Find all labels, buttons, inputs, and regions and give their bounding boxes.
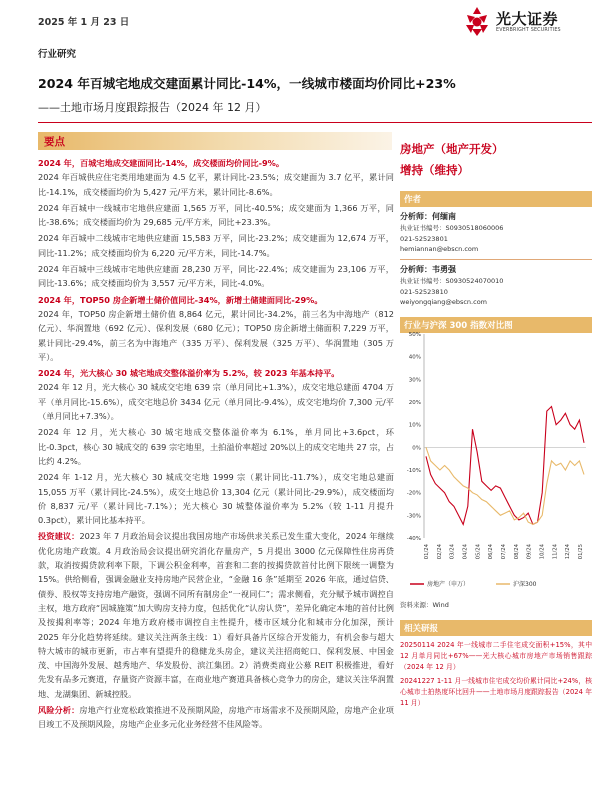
related-header	[400, 620, 592, 636]
x-tick-label: 01/24	[424, 544, 430, 560]
logo-subtitle: EVERBRIGHT SECURITIES	[496, 28, 561, 33]
legend-label: 房地产（申万）	[427, 581, 470, 589]
x-tick-label: 06/24	[488, 544, 495, 560]
index-comparison-chart	[400, 326, 592, 596]
y-tick-label: 0%	[412, 445, 421, 452]
y-tick-label: 50%	[408, 332, 421, 338]
x-tick-label: 09/24	[526, 544, 533, 560]
paragraph-3: 2024 年百城中二线城市宅地供应建面 15,583 万平，同比-23.2%；成交建面为 12,674 万平，同比-11.2%；成交楼面均价为 6,220 元/平方米，同比-14.7%。	[38, 233, 394, 258]
report-subtitle: ——土地市场月度跟踪报告（2024 年 12 月）	[38, 101, 267, 114]
report-title: 2024 年百城宅地成交建面累计同比-14%，一线城市楼面均价同比+23%	[38, 76, 456, 91]
y-tick-label: -10%	[406, 468, 421, 474]
industry-label: 房地产（地产开发）	[400, 142, 504, 156]
y-tick-label: 10%	[408, 422, 421, 429]
paragraph-7: 2024 年 12 月，光大核心 30 城宅地成交整体溢价率为 6.1%，单月同比+3.6pct，环比-0.3pct，核心 30 城成交的 639 宗宅地里，土拍溢价率超过 20%以上的成交宅地共 27 宗，占比约 4.2%。	[38, 427, 394, 466]
main-body	[38, 156, 394, 732]
y-tick-label: 30%	[408, 377, 421, 384]
rating-label: 增持（维持）	[400, 163, 469, 177]
chart-source: 资料来源：Wind	[400, 601, 449, 609]
series-line-0	[426, 407, 584, 525]
section-label: 行业研究	[38, 49, 77, 60]
x-tick-label: 04/24	[462, 544, 469, 560]
y-tick-label: 40%	[408, 354, 421, 361]
highlight-2: 2024 年，TOP50 房企新增土储价值同比-34%，新增土储建面同比-29%。	[38, 294, 323, 305]
analyst-cert: 执业证书编号：S0930524070010	[400, 277, 504, 285]
y-tick-label: 20%	[408, 400, 421, 406]
authors-label: 作者	[404, 195, 422, 205]
x-tick-label: 01/25	[578, 544, 584, 560]
y-tick-label: -40%	[406, 536, 421, 542]
logo-name: 光大证券	[496, 10, 559, 28]
highlight-1: 2024 年，百城宅地成交建面同比-14%，成交楼面均价同比-9%。	[38, 158, 285, 168]
analyst-1	[400, 210, 592, 260]
key-points-label: 要点	[44, 136, 65, 148]
x-tick-label: 05/24	[475, 544, 482, 560]
x-tick-label: 02/24	[436, 544, 443, 560]
sun-logo-icon	[463, 5, 491, 39]
investment-text: 2023 年 7 月政治局会议提出我国房地产市场供求关系已发生重大变化，2024 年继续优化房地产政策。4 月政治局会议提出研究消化存量房产，5 月提出 3000 亿元保障性住房再贷款，取消按揭贷款利率下限，下调公积金利率，首套和二套的按揭贷款首付比例下限统一调整为 15%。供给侧看，强调金融业支持房地产民营企业，“金融 16 条”延期至 2026 年底，通过信贷、债券、股权等支持房地产融资，强调不同所有制房企“一视同仁”；需求侧看，充分赋予城市调控自主权，地方政府“因城施策”加大购房支持力度，包括优化“认房认贷”，差异化确定本地的首付比例及按揭利率等；2024 年地方政府楼市调控自主性提升，楼市区域分化和城市分化加深，预计 2025 年分化趋势将延续。建议关注两条主线：1）看好具备片区综合开发能力，有机会参与超大特大城市的城市更新，市占率有望提升的稳健龙头房企，建议关注招商蛇口、保利发展、中国金茂、中国海外发展、越秀地产、华发股份、滨江集团。2）消费类商业公募 REIT 积极推进，看好先发有品多元赛道，存量资产资源丰富，在商业地产赛道具备核心竞争力的房企，建议关注华润置地、龙湖集团、新城控股。	[38, 531, 394, 699]
brand-logo	[463, 5, 583, 41]
analyst-email[interactable]: weiyongqiang@ebscn.com	[400, 298, 488, 306]
x-tick-label: 12/24	[565, 544, 572, 560]
analyst-email[interactable]: hemiannan@ebscn.com	[400, 245, 479, 253]
x-tick-label: 07/24	[501, 544, 507, 560]
risk-analysis	[38, 703, 394, 732]
analyst-phone: 021-52523801	[400, 234, 448, 243]
chart-header-label: 行业与沪深 300 指数对比图	[404, 321, 513, 331]
related-report-item[interactable]: 20241227 1-11 月一线城市住宅成交均价累计同比+24%，核心城市土拍热度环比回升——土地市场月度跟踪报告（2024 年 11 月）	[400, 677, 592, 708]
y-tick-label: -30%	[406, 513, 421, 520]
analyst-name: 分析师：韦勇强	[400, 265, 456, 274]
legend-label: 沪深300	[513, 581, 537, 589]
paragraph-6: 2024 年 12 月，光大核心 30 城成交宅地 639 宗（单月同比+1.3%），成交宅地总建面 4704 万平（单月同比-15.6%），成交宅地总价 3434 亿元（单月同比-9.4%），成交宅地均价 7,300 元/平（单月同比+7.3%）。	[38, 382, 394, 422]
report-date: 2025 年 1 月 23 日	[38, 17, 130, 28]
y-tick-label: -20%	[406, 490, 421, 497]
paragraph-4: 2024 年百城中三线城市宅地供应建面 28,230 万平，同比-22.4%；成交建面为 23,106 万平，同比-13.6%；成交楼面均价为 3,557 元/平方米，同比-4.0%。	[38, 264, 394, 289]
analyst-name: 分析师：何缅南	[400, 212, 456, 221]
paragraph-1: 2024 年百城供应住宅类用地建面为 4.5 亿平，累计同比-23.5%；成交建面为 3.7 亿平，累计同比-14.1%，成交楼面均价为 5,427 元/平方米，累计同比-8.6%。	[38, 172, 394, 197]
series-line-1	[426, 447, 584, 524]
highlight-3: 2024 年，光大核心 30 城宅地成交整体溢价率为 5.2%，较 2023 年基本持平。	[38, 368, 340, 379]
related-report-item[interactable]: 20250114 2024 年一线城市二手住宅成交面积+15%，其中 12 月单月同比+67%——光大核心城市房地产市场销售跟踪（2024 年 12 月）	[400, 641, 592, 672]
authors-header	[400, 191, 592, 207]
x-tick-label: 10/24	[539, 544, 546, 560]
risk-text: 房地产行业宽松政策推进不及预期风险，房地产市场需求不及预期风险，房地产企业项目竣工不及预期风险，房地产企业多元化业务经营不佳风险等。	[38, 704, 394, 730]
x-tick-label: 03/24	[449, 544, 456, 560]
rating-block	[400, 139, 504, 181]
x-tick-label: 11/24	[552, 544, 559, 560]
chart-svg	[400, 326, 592, 596]
related-reports	[400, 640, 592, 710]
x-tick-label: 08/24	[513, 544, 520, 560]
investment-advice	[38, 529, 394, 701]
analyst-divider	[400, 259, 592, 260]
analyst-2	[400, 263, 592, 308]
investment-label: 投资建议：	[38, 531, 80, 542]
paragraph-8: 2024 年 1-12 月，光大核心 30 城成交宅地 1999 宗（累计同比-11.7%），成交宅地总建面 15,055 万平（累计同比-24.5%），成交土地总价 13,304 亿元（累计同比-29.9%），成交楼面均价 8,837 元/平（累计同比-7.1%）；光大核心 30 城整体溢价率为 5.2%（较 1-11 月提升 0.3pct），累计同比基本持平。	[38, 472, 394, 526]
paragraph-2: 2024 年百城中一线城市宅地供应建面 1,565 万平，同比-40.5%；成交建面为 1,366 万平，同比-38.6%；成交楼面均价为 29,685 元/平方米，同比+23.3%。	[38, 202, 394, 228]
related-label: 相关研报	[404, 624, 439, 634]
key-points-bar	[38, 132, 392, 150]
title-divider	[38, 122, 592, 123]
analyst-cert: 执业证书编号：S0930518060006	[400, 224, 504, 232]
risk-label: 风险分析：	[38, 704, 80, 715]
paragraph-5: 2024 年，TOP50 房企新增土储价值 8,864 亿元，累计同比-34.2%，前三名为中海地产（812 亿元）、华润置地（692 亿元）、保利发展（680 亿元）；TOP50 房企新增土储面积 7,229 万平，累计同比-29.4%，前三名为中海地产（335 万平）、保利发展（325 万平）、华润置地（305 万平）。	[38, 308, 394, 362]
analyst-phone: 021-52523810	[400, 287, 448, 296]
